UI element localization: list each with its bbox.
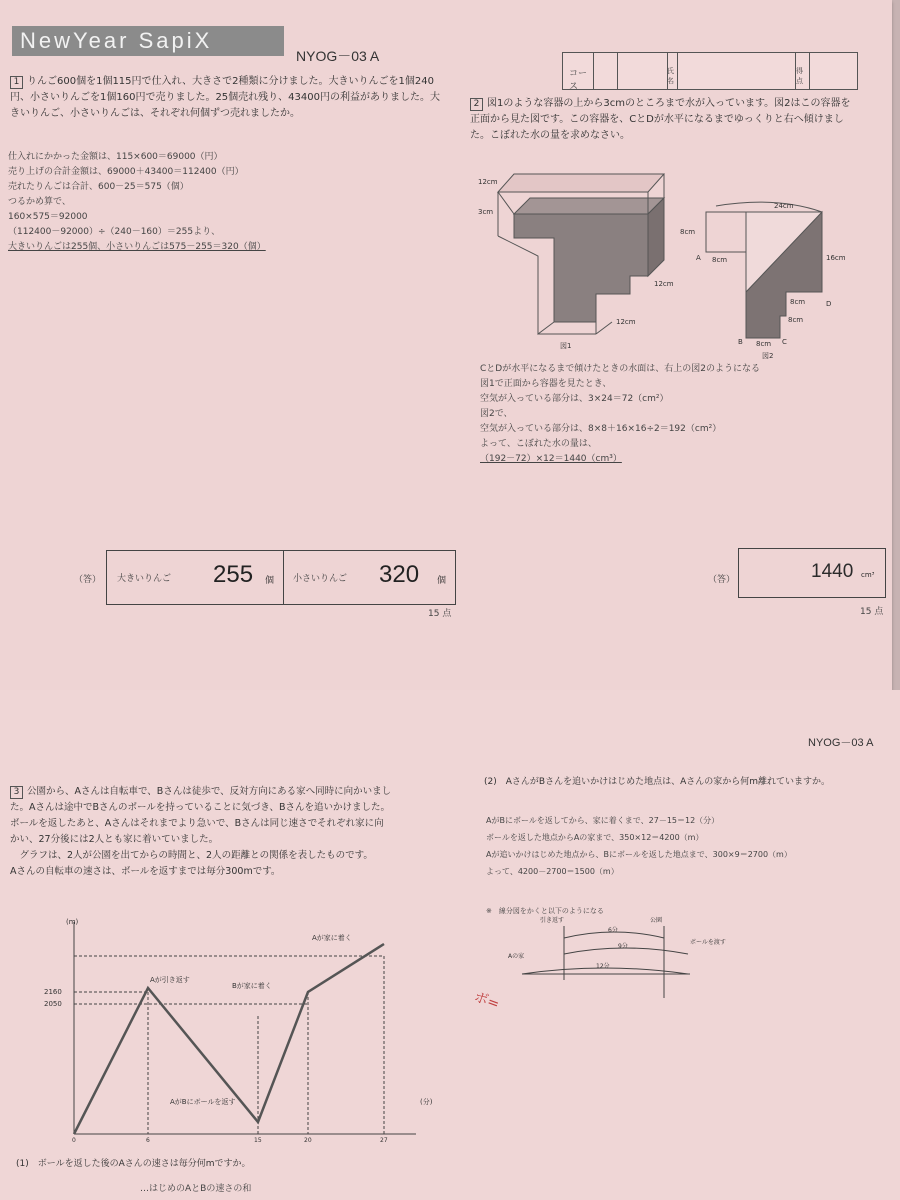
problem3-question: [10, 784, 472, 880]
annotation-b-home: Bが家に着く: [232, 982, 272, 990]
problem2-question: [470, 96, 860, 144]
answer-small-value: 320: [379, 561, 420, 588]
answer-small-label: 小さいりんご: [293, 574, 348, 584]
red-handwritten-mark: ボ=: [471, 989, 502, 1013]
answer-large-unit: 個: [265, 576, 275, 586]
fig2-label-24cm: 24cm: [774, 202, 794, 210]
work-line: （112400－92000）÷（240－160）＝255より、: [8, 227, 221, 237]
fig2-label-8cm-b: 8cm: [712, 256, 728, 264]
figure2-container: [676, 196, 856, 366]
diagram-label: 9分: [618, 943, 628, 950]
score-label: 得点: [796, 67, 803, 85]
diagram-label: 12分: [596, 963, 610, 970]
problem3-line: ボールを返したあと、Aさんはそれまでより急いで、Bさんは同じ速さでそれぞれ家に向: [10, 818, 384, 829]
fig2-label-A: A: [696, 254, 701, 262]
x-tick: 15: [254, 1137, 262, 1142]
problem3-sub1-work: …はじめのAとBの速さの和: [140, 1184, 252, 1194]
answer-small-cell: [285, 551, 455, 604]
problem1-question: [10, 74, 446, 122]
problem3-sub2-note: ※ 線分図をかくと以下のようになる: [486, 907, 604, 915]
fig1-label-12cm-b: 12cm: [654, 280, 674, 288]
sheet-code-bottom: NYOG－03 A: [808, 737, 874, 749]
problem3-line: かい、27分後には2人とも家に着いていました。: [10, 834, 219, 845]
diagram-label: 引き返す: [540, 917, 565, 924]
answer-sheet-bottom: [0, 690, 900, 1200]
problem1-answer-box: [106, 550, 456, 605]
work-line: つるかめ算で、: [8, 197, 71, 207]
answer-small-unit: 個: [437, 576, 447, 586]
x-tick: 0: [72, 1137, 76, 1142]
problem3-line: た。Aさんは途中でBさんのボールを持っていることに気づき、Bさんを追いかけました。: [10, 802, 390, 813]
student-info-box: [562, 52, 858, 90]
fig1-caption: 図1: [560, 342, 572, 350]
fig1-label-3cm: 3cm: [478, 208, 494, 216]
work-line: 図1で正面から容器を見たとき、: [480, 379, 612, 389]
problem3-number: 3: [10, 786, 23, 799]
work-line: よって、こぼれた水の量は、: [480, 439, 597, 449]
problem3-line: 公園から、Aさんは自転車で、Bさんは徒歩で、反対方向にある家へ同時に向かいまし: [27, 786, 392, 797]
problem1-answer-prefix: （答）: [74, 575, 102, 585]
problem3-sub2-work: [486, 812, 886, 880]
problem3-sub2: (2) AさんがBさんを追いかけはじめた地点は、Aさんの家から何m離れていますか。: [484, 777, 831, 787]
figure1-container: [478, 164, 698, 354]
diagram-label: 6分: [608, 927, 618, 934]
answer-large-value: 255: [213, 561, 254, 588]
problem3-line: グラフは、2人が公園を出てからの時間と、2人の距離との関係を表したものです。: [10, 850, 373, 861]
fig2-label-8cm-a: 8cm: [680, 228, 696, 236]
problem1-work: [8, 150, 438, 255]
problem3-sub1: (1) ボールを返した後のAさんの速さは毎分何mですか。: [16, 1159, 251, 1169]
y-unit: (m): [66, 918, 79, 926]
work-line: AがBにボールを返してから、家に着くまで、27－15＝12（分）: [486, 816, 720, 825]
problem1-text: りんご600個を1個115円で仕入れ、大きさで2種類に分けました。大きいりんごを1個240円、小さいりんごを1個160円で売りました。25個売れ残り、43400円の利益がありました。大きいりんご、小さいりんごは、それぞれ何個ずつ売れましたか。: [10, 76, 440, 119]
work-line: （192－72）×12＝1440（cm³）: [480, 454, 622, 464]
annotation-a-turn: Aが引き返す: [150, 976, 190, 984]
problem2-points: 15 点: [860, 607, 884, 617]
problem1-points: 15 点: [428, 609, 452, 619]
problem2-work: [480, 362, 860, 467]
x-tick: 27: [380, 1137, 388, 1142]
problem2-answer-value: 1440: [811, 561, 854, 582]
fig2-label-16cm: 16cm: [826, 254, 846, 262]
fig2-label-8cm-d: 8cm: [788, 316, 804, 324]
problem2-answer-unit: cm³: [861, 571, 875, 579]
name-label: 氏名: [667, 67, 674, 85]
fig2-label-8cm-e: 8cm: [756, 340, 772, 348]
annotation-ball: AがBにボールを返す: [170, 1098, 236, 1106]
work-line: よって、4200－2700＝1500（m）: [486, 867, 619, 876]
fig2-label-D: D: [826, 300, 832, 308]
answer-large-label: 大きいりんご: [117, 574, 172, 584]
diagram-label: Aの家: [508, 953, 525, 960]
work-line: 売れたりんごは合計、600－25＝575（個）: [8, 182, 189, 192]
problem2-answer-box: [738, 548, 886, 598]
sapix-banner: NewYear SapiX: [12, 26, 284, 56]
fig1-label-12cm-a: 12cm: [478, 178, 498, 186]
fig1-label-12cm-c: 12cm: [616, 318, 636, 326]
work-line: 空気が入っている部分は、8×8＋16×16÷2＝192（cm²）: [480, 424, 722, 434]
problem2-answer-prefix: （答）: [708, 575, 736, 585]
work-line: 160×575＝92000: [8, 212, 88, 222]
problem2-text: 図1のような容器の上から3cmのところまで水が入っています。図2はこの容器を正面から見た図です。この容器を、CとDが水平になるまでゆっくりと右へ傾けました。こぼれた水の量を求めなさい。: [470, 98, 851, 141]
work-line: 空気が入っている部分は、3×24＝72（cm²）: [480, 394, 669, 404]
x-tick: 6: [146, 1137, 150, 1142]
sheet-code: NYOG－03 A: [296, 48, 380, 64]
answer-large-cell: [107, 551, 284, 604]
work-line: Aが追いかけはじめた地点から、Bにボールを返した地点まで、300×9＝2700（m）: [486, 850, 792, 859]
annotation-a-home: Aが家に着く: [312, 934, 352, 942]
course-label: コース: [569, 69, 588, 92]
work-line: 売り上げの合計金額は、69000＋43400＝112400（円）: [8, 167, 244, 177]
problem1-number: 1: [10, 76, 23, 89]
diagram-label: 公園: [650, 917, 663, 924]
y-tick: 2160: [44, 988, 62, 996]
work-line: 図2で、: [480, 409, 513, 419]
fig2-caption: 図2: [762, 352, 774, 360]
work-line: ボールを返した地点からAの家まで、350×12＝4200（m）: [486, 833, 704, 842]
work-line: 大きいりんごは255個、小さいりんごは575－255＝320（個）: [8, 242, 266, 252]
x-tick: 20: [304, 1137, 312, 1142]
x-unit: (分): [420, 1098, 433, 1106]
y-tick: 2050: [44, 1000, 62, 1008]
problem2-number: 2: [470, 98, 483, 111]
segment-diagram: [500, 914, 760, 1004]
problem3-line: Aさんの自転車の速さは、ボールを返すまでは毎分300mです。: [10, 866, 281, 877]
work-line: 仕入れにかかった金額は、115×600＝69000（円）: [8, 152, 223, 162]
work-line: CとDが水平になるまで傾けたときの水面は、右上の図2のようになる: [480, 364, 760, 374]
fig2-label-B: B: [738, 338, 743, 346]
diagram-label: ボールを渡す: [690, 939, 726, 946]
fig2-label-C: C: [782, 338, 787, 346]
distance-graph: [44, 916, 444, 1142]
fig2-label-8cm-c: 8cm: [790, 298, 806, 306]
